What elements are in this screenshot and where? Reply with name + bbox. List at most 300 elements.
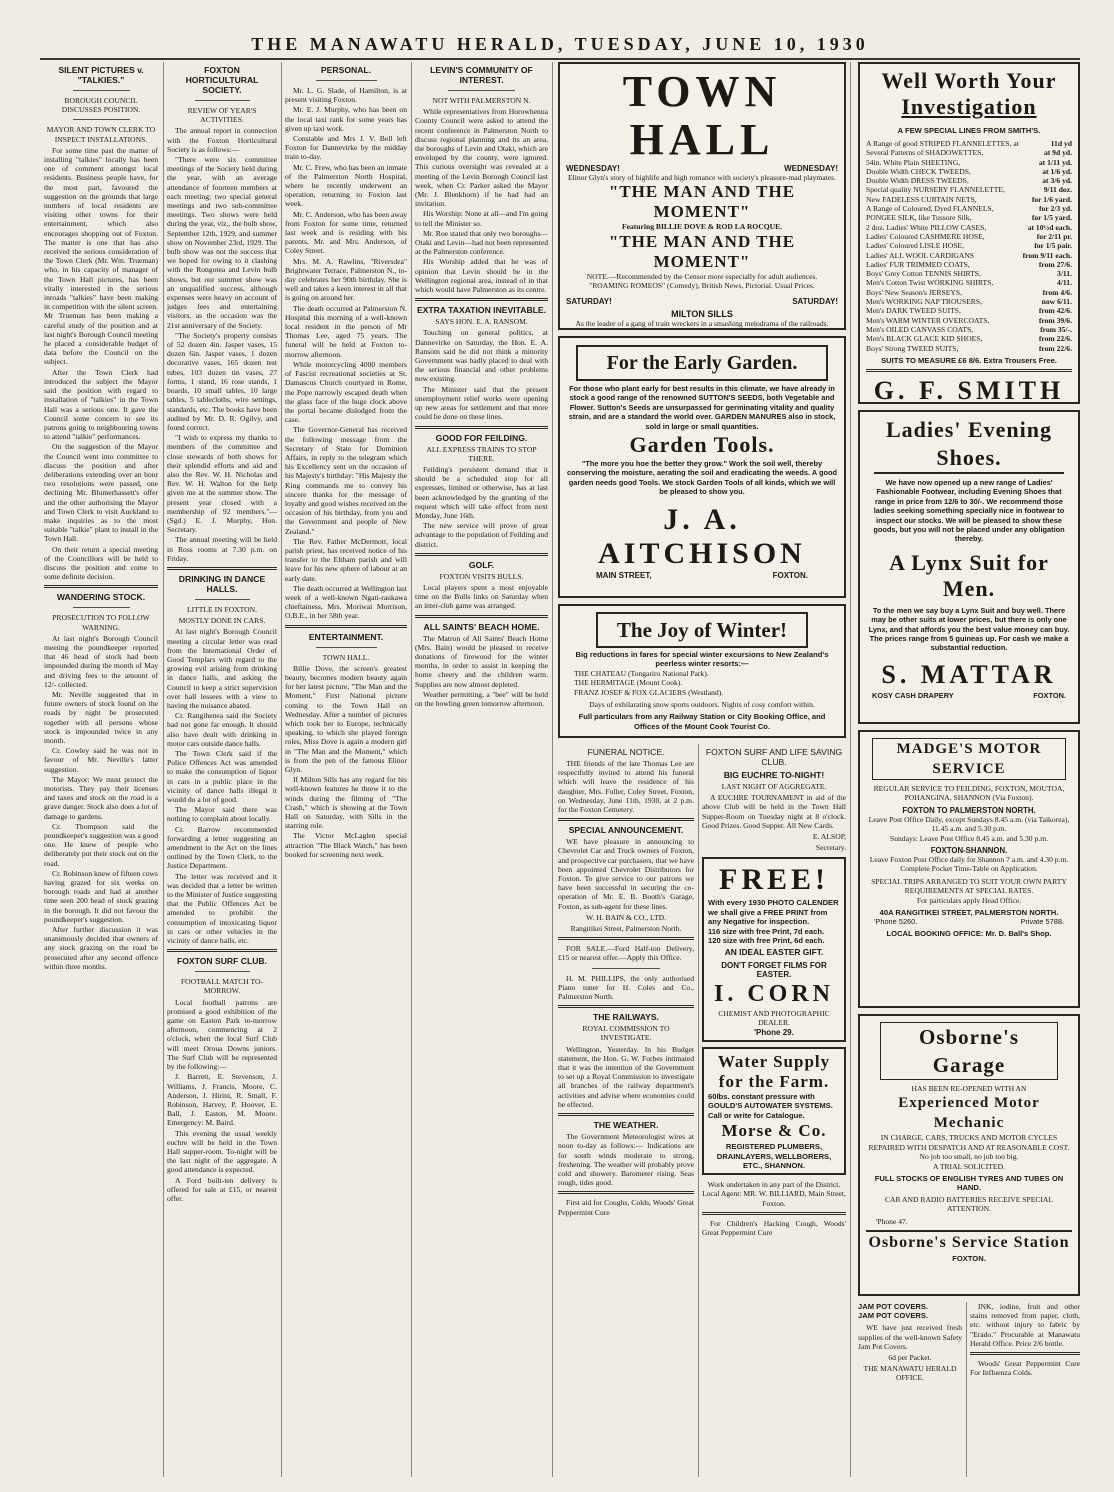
notices-column-right [702, 744, 846, 1477]
price-list-item: Men's DARK TWEED SUITS, [866, 306, 961, 316]
headline-personal: PERSONAL. [320, 65, 372, 75]
madge-timetable: Sundays: Leave Post Office 8.45 a.m. and 5.30 p.m. [889, 833, 1049, 843]
price-list-price: 3/11. [1057, 269, 1072, 279]
article-paragraph: Cr. Robinson knew of fifteen cows having grazed for six weeks on borough roads and had at another time seen 200 head of stock grazing in the borough. It did not favour the poundkeeper's suggestion. [44, 868, 158, 924]
headline-surf-club: FOXTON SURF CLUB. [176, 956, 268, 967]
water-agent: Local Agent: MR. W. BILLIARD, Main Street, Foxton. [702, 1189, 846, 1208]
surf-club-notice-title: FOXTON SURF AND LIFE SAVING CLUB. [705, 747, 843, 767]
article-paragraph: If Milton Sills has any regard for his well-known features he threw it to the winds during the filming of "The Crash," which is showing at the Town Hall on Saturday, with Sills in the starring role. [285, 775, 407, 831]
price-list-item: 54in. White Plain SHEETING, [866, 157, 961, 167]
special-announcement-title: SPECIAL ANNOUNCEMENT. [568, 825, 684, 836]
phone-office: 'Phone 5260. [874, 917, 918, 927]
article-paragraph: The Rev. Father McDermott, local parish priest, has received notice of his transfer to the Eltham parish and will leave for his new sphere of labour at an early date. [285, 536, 407, 583]
garden-body: For those who plant early for best results in this climate, we have already in stock a good range of the renowned SUTTON'S SEEDS, both Vegetable and Flower. Sutton's Seeds are unsurpassed for germinating vitality and quality strain, and are a standard the world over. GARDEN MANURES also in stock, sold in large or small quantities. [568, 384, 836, 431]
garden-ad [558, 336, 846, 598]
evening-shoes-body: We have now opened up a new range of Ladies' Fashionable Footwear, including Evening Shoes that range in price from 12/6 to 30/-. We recommend those ladies seeking something specially nice in footwear to inspect our stocks. We will be pleased to show these goods, but you will not be placed under any obligation thereby. [873, 478, 1065, 544]
column-rule [698, 744, 699, 1477]
resort-item: FRANZ JOSEF & FOX GLACIERS (Westland). [574, 687, 724, 697]
price-list-price: for 1/6 yard. [1031, 194, 1072, 204]
notices-column [558, 744, 694, 1477]
film-blurb: As the leader of a gang of train wreckers in a smashing melodrama of the railroads. [575, 318, 829, 328]
price-list-price: at 3/6 yd. [1042, 176, 1072, 186]
article-paragraph: Mr. Neville suggested that in future owners of stock found on the roads by night be prosecuted together with all persons whose stock is impounded twice in any month. [44, 689, 158, 745]
article-paragraph: Billie Dove, the screen's greatest beauty, becomes modern beauty again for her latest picture, "The Man and the Moment," First National picture coming to the Town Hall on Wednesday. After a number of pictures which took her to Europe, technically speaking, to which she played foreign roles, Miss Dove is again a modern girl in "The Man and the Moment," which is from the pen of the famous Elinor Glyn. [285, 663, 407, 775]
subhead: REVIEW OF YEAR'S ACTIVITIES. [187, 106, 257, 125]
smith-ad [858, 62, 1080, 404]
article-paragraph: Local players spent a most enjoyable time on the Bulls links on Saturday when an inter-club game was arranged. [415, 582, 548, 611]
section-rule [558, 1191, 694, 1194]
price-list-row [866, 251, 1072, 260]
article-paragraph: The Matron of All Saints' Beach Home (Mrs. Bain) would be pleased to receive donations of firewood for the winter months, in order to assist in keeping the home cheery and the children warm. Supplies are now almost depleted. [415, 633, 548, 689]
price-list-item: Several Patterns of SHADOWETTES, [866, 148, 984, 158]
divider [195, 100, 250, 101]
article-paragraph: The Town Clerk said if the Police Offences Act was amended to make the consumption of liquor in cars in a public place in the vicinity of dance halls illegal it would do a lot of good. [167, 749, 277, 805]
article-paragraph: Weather permitting, a "bee" will be held on the bowling green tomorrow afternoon. [415, 689, 548, 708]
article-paragraph: The Governor-General has received the following message from the Secretary of State for Dominion Affairs, in reply to the telegram which his Excellency sent on the occasion of his Majesty's birthday: "His Majesty the King commands me to convey his sincere thanks for the message of loyalty and good wishes received on the occasion of his birthday, from you and the Government and people of New Zealand." [285, 425, 407, 536]
section-rule [970, 1352, 1080, 1355]
price-list-item: Boys' Strong TWEED SUITS, [866, 343, 959, 353]
water-body: 60lbs. constant pressure with GOULD'S AUTOWATER SYSTEMS. [708, 1092, 833, 1111]
article-paragraph: The Victor McLaglen special attraction "The Black Watch," has been booked for screening next week. [285, 831, 407, 859]
price-list-price: from 9/11 each. [1022, 250, 1072, 260]
article-paragraph: The Mayor said there was nothing to complain about locally. [167, 805, 277, 824]
price-list-price: 11d yd [1050, 139, 1072, 148]
section-rule [285, 625, 407, 628]
article-paragraph: For some time past the matter of installing "talkies" locally has been one of comment amongst local residents. Business people have, for the most part, favoured the suggestion on the grounds that large numbers of local residents are visiting other towns for their entertainment, which also encourages shopping out of Foxton. The matter is one that has also received the serious consideration of the Town Clerk (Mr. Wm. Trueman) who, in his capacity of manager of the Town Hall pictures, has been vitally interested in the serious inroads "talkies" have been making in competition with the silent screen. Mr Trueman has been making a careful study of the position and at last night's Borough Council meeting he placed a considerable budget of data before the Council on the subject. [44, 145, 158, 367]
article-paragraph: The Mayor: We must protect the motorists. They pay their licenses and taxes and stock on the road is a grave danger. Stock also does a lot of damage to gardens. [44, 774, 158, 821]
weather-body: The Government Meteorologist wires at noon to-day as follows:— Indications are for south winds moderate to strong, freshening. The weather will probably prove cold and showery. Barometer rising. Seas rough, tides good. [558, 1132, 694, 1188]
film-featuring: Featuring BILLIE DOVE & ROD LA ROCQUE. [621, 222, 783, 232]
madge-route-heading: FOXTON-SHANNON. [930, 846, 1008, 856]
article-paragraph: "The Society's property consists of 52 dozen 4in. Jasper vases, 15 dozen 6in. Jasper vases, 1 dozen decorative vases, 165 dozen test tubes, 103 dozen tin vases, 27 forms, 1 stand, 16 rose stands, 1 boards, 10 small tables, 10 large tables, 5 tablecloths, wire settings, standards, etc. The books have been audited by Mr. D. R. Ogilvy, and found correct. [167, 330, 277, 432]
section-rule [558, 1005, 694, 1008]
evening-shoes-title: Ladies' Evening Shoes. [874, 416, 1064, 474]
jam-pot-body: WE have just received fresh supplies of the well-known Safety Jam Pot Covers. [858, 1323, 962, 1351]
price-list-price: for 1/5 pair. [1034, 241, 1072, 251]
article-paragraph: J. Barrett, E. Stevenson, J. Williams, J. Francis, Moore, C. Anderson, J. Hirini, R. Small, F. Robinson, Harvey, P. Hoover, E. Ball, J. Easton, M. Moore. Emergency: M. Baird. [167, 1072, 277, 1128]
divider [73, 119, 130, 120]
section-rule [415, 426, 548, 429]
price-list-price: at 1/11 yd. [1038, 157, 1072, 167]
article-paragraph: Mr. C. Anderson, who has been away from Foxton for some time, returned last week and is residing with his parents, Mr. and Mrs. Anderson, of Coley Street. [285, 209, 407, 256]
day-label: SATURDAY! [566, 296, 612, 306]
resort-item: THE HERMITAGE (Mount Cook). [574, 678, 683, 688]
water-call: Call or write for Catalogue. [708, 1110, 805, 1120]
price-list-price: at 10½d each. [1027, 222, 1072, 232]
madge-timetable: Leave Foxton Post Office daily for Shannon 7 a.m. and 4.30 p.m. [869, 855, 1069, 865]
article-paragraph: On the suggestion of the Mayor the Council went into committee to discuss the position and after deliberations extending over an hour two resolutions were passed, one declining Mr. Blumerhassett's offer and the other authorising the Mayor and Town Clerk to visit Auckland to make inquiries as to the most suitable "talkie" plant to install in the Town Hall. [44, 442, 158, 544]
price-list-row [866, 139, 1072, 148]
divider [73, 90, 130, 91]
wednesday-row [566, 164, 838, 173]
headline-golf: GOLF. [468, 559, 495, 570]
subhead: SAYS HON. E. A. RANSOM. [435, 317, 528, 327]
day-label: WEDNESDAY! [784, 164, 838, 173]
column-rule [163, 62, 164, 1477]
price-list-item: Men's Cotton Twist WORKING SHIRTS, [866, 278, 994, 288]
subhead: FOXTON VISITS BULLS. [439, 571, 524, 581]
price-list-item: Ladies' FUR TRIMMED COATS, [866, 259, 970, 269]
article-paragraph: "I wish to express my thanks to members of the committee and close stewards of both shows for their splendid efforts and aid and also the Rev. W. H. Nicholas and Rev. W. H. Walton for the help given me at the summer show. The present year closed with a membership of 92 members."—(Sgd.) E. J. Murphy, Hon. Secretary. [167, 433, 277, 535]
day-label: SATURDAY! [792, 296, 838, 306]
price-list-row [866, 306, 1072, 315]
film-star: MILTON SILLS [671, 308, 733, 319]
article-paragraph: While representatives from Horowhenua County Council were asked to attend the recent conference in Palmerston North to discuss regional planning and its an area, the boroughs of Levin and Otaki, which are enveloped by the county, were ignored. This curious oversight was revealed at a meeting of the Levin Borough Council last week, when Cr. Parker asked the Mayor (Mr. J. Blenkhorn) if he had had an invitation. [415, 107, 548, 209]
cough-cure-ad: For Children's Hacking Cough, Woods' Great Peppermint Cure [702, 1219, 846, 1238]
price-list-item: PONGEE SILK, like Tussore Silk, [866, 213, 972, 223]
headline-feilding: GOOD FOR FEILDING. [435, 432, 528, 443]
free-print-ad [702, 857, 846, 1042]
address-street: MAIN STREET, [596, 570, 652, 580]
euchre-body: A EUCHRE TOURNAMENT in aid of the above Club will be held in the Town Hall Supper-Room on Tuesday night at 8 o'clock. Good Prizes. Good Supper. All New Cards. [702, 793, 846, 830]
article-paragraph: "There were six committee meetings of the Society held during the year, with an average attendance of fourteen members at each meeting; two special general meetings and two sub-committee meetings. Two shows were held during the year, viz., the bulb show, September 12th, 1929, and summer show on November 23rd, 1929. The bulb show was not the success that we hoped for owing to it clashing with the Rongotea and Levin bulb shows, but our summer show was an unqualified success, although expenses were heavy on account of judges fees and entertaining visitors, as the occasion was the 21st anniversary of the Society. [167, 155, 277, 330]
section-rule [167, 567, 277, 570]
article-paragraph: While motorcycling 4000 members of Fascist recreational societies at St. Damascus Church courtyard in Rome, the Pope narrowly escaped death when the glass face of the huge clock above the portal became dislodged from the case. [285, 359, 407, 425]
smith-price-list [866, 139, 1072, 353]
price-list-price: 9/11 doz. [1043, 185, 1072, 195]
madge-timetable: Leave Post Office Daily, except Sundays 8.45 a.m. (via Taikorea), 11.45 a.m. and 5.30 p.m. [868, 814, 1070, 834]
column-2 [167, 62, 277, 1477]
article-paragraph: His Worship: None at all—and I'm going to tell the Minister so. [415, 209, 548, 228]
euchre-subhead: LAST NIGHT OF AGGREGATE. [721, 782, 827, 791]
jam-pot-ad [858, 1302, 962, 1477]
water-work: Work undertaken in any part of the District. [707, 1179, 841, 1189]
article-paragraph: Cr. Rangihenea said the Society had not gone far enough. It should also have dealt with drinking in motor cars outside dance halls. [167, 711, 277, 748]
price-list-item: Men's WORKING NAP TROUSERS, [866, 297, 982, 307]
osborne-ad [858, 1014, 1080, 1296]
price-list-row [866, 334, 1072, 343]
price-list-item: Boys' New Season's JERSEYS, [866, 287, 962, 297]
jam-pot-price: 6d per Packet. [888, 1353, 932, 1363]
madge-timetable: Complete Pocket Time-Table on Application. [900, 864, 1038, 874]
smith-title-line2: Investigation [901, 94, 1037, 119]
garden-tools-title: Garden Tools. [629, 432, 775, 458]
subhead: FOOTBALL MATCH TO-MORROW. [180, 977, 264, 996]
headline-silent-pictures: SILENT PICTURES v. "TALKIES." [58, 65, 144, 85]
column-3 [285, 62, 407, 1477]
section-rule [558, 937, 694, 940]
osborne-radio: CAR AND RADIO BATTERIES RECEIVE SPECIAL ATTENTION. [884, 1195, 1054, 1214]
divider [592, 968, 660, 969]
price-list-price: from 27/6. [1038, 259, 1072, 269]
price-list-row [866, 316, 1072, 325]
free-title: FREE! [719, 863, 829, 897]
special-announcement-signature: W. H. BAIN & CO., LTD. [585, 912, 667, 922]
price-list-row [866, 269, 1072, 278]
cough-cure-ad: First aid for Coughs, Colds, Woods' Great Peppermint Cure [558, 1198, 694, 1217]
headline-entertainment: ENTERTAINMENT. [308, 631, 384, 642]
winter-days: Days of exhilarating snow sports outdoors. Nights of cosy comfort within. [589, 700, 815, 710]
article-paragraph: The annual report in connection with the Foxton Horticultural Society is as follows:— [167, 126, 277, 154]
smith-intro: A FEW SPECIAL LINES FROM SMITH'S. [897, 126, 1041, 135]
column-rule [411, 62, 412, 1477]
price-list-item: Special quality NURSERY FLANNELETTE, [866, 185, 1005, 195]
price-list-row [866, 288, 1072, 297]
free-price-line: 120 size with free Print, 6d each. [708, 936, 825, 946]
price-list-item: Double Width CHECK TWEEDS, [866, 166, 971, 176]
column-4 [415, 62, 548, 1477]
supporting-programme: "ROAMING ROMEOS" (Comedy), British News, Pictorial. Usual Prices. [589, 281, 815, 291]
price-list-price: at 1/6 yd. [1042, 166, 1072, 176]
price-list-row [866, 325, 1072, 334]
corn-name: I. CORN [713, 981, 834, 1008]
section-rule [415, 553, 548, 556]
article-paragraph: Feilding's persistent demand that it should be a scheduled stop for all expresses, limited or otherwise, has at last been acknowledged by the granting of the request which will take effect from next Monday, June 16th. [415, 464, 548, 520]
section-rule [415, 298, 548, 301]
price-list-row [866, 213, 1072, 222]
price-list-price: for 1/5 yard. [1031, 213, 1072, 223]
price-list-row [866, 204, 1072, 213]
headline-horticultural: FOXTON HORTICULTURAL SOCIETY. [185, 65, 259, 95]
price-list-row [866, 232, 1072, 241]
article-paragraph: The letter was received and it was decided that a letter be written to the Minister of Justice suggesting that the Public Offences Act be amended to prohibit the consumption of intoxicating liquor in cars or other vehicles in the vicinity of dance halls, etc. [167, 871, 277, 946]
article-paragraph: Local football patrons are promised a good exhibition of the game on Easton Park to-morrow afternoon, commencing at 2 o'clock, when the local Surf Club will meet Oroua Downs juniors. The Surf Club will be represented by the following:— [167, 997, 277, 1072]
article-paragraph: After the Town Clerk had introduced the subject the Mayor said the position with regard to installation of "talkies" in the Town Hall was a serious one. It gave the Council some concern to see its patrons going to neighbouring towns to attend "talkie" performances. [44, 367, 158, 442]
funeral-notice-body: THE friends of the late Thomas Lee are respectfully invited to attend his funeral which will leave the residence of his daughter, Mrs. Fuller, Coley Street, Foxton, on Wednesday, June 11th, 1930, at 2 p.m. for the Foxton Cemetery. [558, 759, 694, 815]
subhead: LITTLE IN FOXTON. [186, 604, 258, 614]
section-rule [44, 585, 158, 588]
price-list-row [866, 278, 1072, 287]
address-town: FOXTON. [772, 570, 808, 580]
mattar-town: FOXTON. [1033, 690, 1066, 700]
price-list-price: for 2/3 yd. [1039, 204, 1072, 214]
column-rule [966, 1302, 967, 1477]
column-rule [281, 62, 282, 1477]
article-paragraph: This evening the usual weekly euchre will be held in the Town Hall supper-room. To-night will be the last night of the aggregate. A good attendance is expected. [167, 1128, 277, 1175]
garden-title: For the Early Garden. [576, 345, 828, 381]
ink-ad [970, 1302, 1080, 1477]
article-paragraph: The annual meeting will be held in Ross rooms at 7.30 p.m. on Friday. [167, 535, 277, 563]
price-list-row [866, 185, 1072, 194]
price-list-item: Ladies' ALL WOOL CARDIGANS [866, 250, 975, 260]
article-paragraph: A Ford built-ten delivery is offered for sale at £15, or nearest offer. [167, 1175, 277, 1203]
price-list-price: from 22/6. [1038, 343, 1072, 353]
jam-pot-office: THE MANAWATU HERALD OFFICE. [863, 1364, 957, 1383]
smith-suits: SUITS TO MEASURE £6 8/6. Extra Trousers Free. [881, 355, 1057, 365]
price-list-item: Ladies' Coloured LISLE HOSE, [866, 241, 964, 251]
osborne-phone: 'Phone 47. [876, 1216, 908, 1226]
special-announcement-body: WE have pleasure in announcing to Chevrolet Car and Truck owners of Foxton, and prospective car purchasers, that we have been appointed Chevrolet Distributors for Foxton. To give service to our patrons we have been successful in securing the co-operation of Mr. E. B. Booth's Garage, Foxton, as sub-agent for these lines. [558, 837, 694, 911]
price-list-item: Double Width DRESS TWEEDS, [866, 176, 969, 186]
jam-pot-heading: JAM POT COVERS. [858, 1302, 929, 1311]
price-list-row [866, 344, 1072, 353]
osborne-place: FOXTON. [952, 1254, 986, 1264]
classified-ad: H. M. PHILLIPS, the only authorised Piano tuner for H. Coles and Co., Palmerston North. [558, 973, 694, 1002]
winter-title: The Joy of Winter! [596, 612, 808, 648]
article-paragraph: The Minister said that the present unemployment relief works were opening up new areas for settlement and that more could be done on these lines. [415, 384, 548, 422]
ink-body: INK, iodine, fruit and other stains removed from paper, cloth, etc. without injury to fabric by "Erado." Procurable at Manawatu Herald Office. Price 2/6 bottle. [970, 1302, 1080, 1348]
price-list-row [866, 195, 1072, 204]
headline-drinking: DRINKING IN DANCE HALLS. [178, 573, 266, 594]
article-paragraph: The new service will prove of great advantage to the population of Feilding and district. [415, 521, 548, 549]
divider [195, 599, 250, 600]
madge-booking: LOCAL BOOKING OFFICE: Mr. D. Ball's Shop. [886, 929, 1052, 939]
price-list-row [866, 167, 1072, 176]
divider [316, 647, 377, 648]
article-paragraph: At last night's Borough Council meeting a circular letter was read from the International Order of Good Templars with regard to the growing evil arising from drinking in dance halls, and asking the Council to keep a strict supervision over hall lessees with a view to having the nuisance abated. [167, 627, 277, 710]
madge-route-heading: FOXTON TO PALMERSTON NORTH. [902, 805, 1036, 815]
phone-private: Private 5788. [1020, 917, 1064, 927]
madge-party: SPECIAL TRIPS ARRANGED TO SUIT YOUR OWN PARTY REQUIREMENTS AT SPECIAL RATES. [871, 876, 1067, 896]
garden-tools-body: "The more you hoe the better they grow." Work the soil well, thereby conserving the moisture, aerating the soil and eradicating the weeds. A good garden needs good Tools. We stock Garden Tools of all kinds, which we will be pleased to show you. [566, 459, 838, 497]
article-paragraph: Cr. Thompson said the poundkeeper's suggestion was a good one. He knew of people who deliberately put their stock out on the road. [44, 821, 158, 868]
article-paragraph: Cr. Cowley said he was not in favour of Mr. Neville's latter suggestion. [44, 746, 158, 774]
column-rule [850, 62, 851, 1477]
headline-taxation: EXTRA TAXATION INEVITABLE. [416, 305, 547, 316]
article-paragraph: On their return a special meeting of the Councillors will be held to discuss the position and come to some definite decision. [44, 544, 158, 582]
osborne-stocks: FULL STOCKS OF ENGLISH TYRES AND TUBES ON HAND. [874, 1174, 1064, 1193]
price-list-item: Men's BLACK GLACE KID SHOES, [866, 334, 983, 344]
aitchison-address [566, 571, 838, 580]
water-supply-ad [702, 1047, 846, 1175]
water-title: Water Supply for the Farm. [717, 1052, 831, 1092]
section-rule [702, 1212, 846, 1215]
price-list-price: from 42/6. [1038, 306, 1072, 316]
price-list-item: 2 doz. Ladies' White PILLOW CASES, [866, 222, 987, 232]
price-list-item: Men's WARM WINTER OVERCOATS, [866, 315, 990, 325]
railways-body: Wellington, Yesterday. In his Budget statement, the Hon. G. W. Forbes intimated that it was the intention of the Government to set up a Royal Commission to investigate all branches of the railway department's activities and advise where economies could be effected. [558, 1044, 694, 1109]
price-list-item: Men's OILED CANVASS COATS, [866, 324, 974, 334]
mattar-footer [866, 691, 1072, 700]
weather-title: THE WEATHER. [593, 1120, 659, 1131]
funeral-notice-title: FUNERAL NOTICE. [587, 747, 665, 757]
article-paragraph: Mr. Roe stated that only two boroughs—Otaki and Levin—had not been represented at the Palmerston conference. [415, 228, 548, 257]
article-paragraph: After further discussion it was unanimously decided that owners of any stock grazing on the road be prosecuted after any second offence within three months. [44, 925, 158, 971]
mattar-name: S. MATTAR [881, 659, 1057, 689]
censor-note: NOTE.—Recommended by the Censor more especially for adult audiences. [586, 271, 818, 281]
article-paragraph: At last night's Borough Council meeting the poundkeeper reported that 46 head of stock had been impounded during the month of May and driving fees to the amount of 12/- collected. [44, 633, 158, 689]
divider [448, 90, 515, 91]
day-label: WEDNESDAY! [566, 164, 620, 173]
article-paragraph: Touching on general politics, at Dannevirke on Saturday, the Hon. E. A. Ransom said he did not think a minority Government was badly placed to deal with the serious financial and other problems now existing. [415, 328, 548, 384]
price-list-item: Boys' Grey Cotton TENNIS SHIRTS, [866, 269, 981, 279]
divider [195, 971, 250, 972]
price-list-row [866, 297, 1072, 306]
morse-trade: REGISTERED PLUMBERS, DRAINLAYERS, WELLBORERS, ETC., SHANNON. [716, 1142, 832, 1170]
free-gift: AN IDEAL EASTER GIFT. [724, 947, 824, 958]
price-list-price: 4/11. [1057, 278, 1072, 288]
price-list-row [866, 223, 1072, 232]
town-hall-title: TOWN HALL [622, 67, 782, 164]
saturday-row [566, 297, 838, 306]
article-paragraph: The death occurred at Palmerston N. Hospital this morning of a well-known local resident in the person of Mr Thomas Lee, aged 75 years. The funeral will be held at Foxton to-morrow afternoon. [285, 303, 407, 359]
smith-title-line1: Well Worth Your [881, 68, 1057, 93]
madge-title: MADGE'S MOTOR SERVICE [872, 738, 1066, 780]
smith-name: G. F. SMITH [873, 375, 1065, 404]
column-1 [44, 62, 158, 1477]
section-rule [558, 818, 694, 821]
subhead: PROSECUTION TO FOLLOW WARNING. [52, 613, 150, 632]
price-list-row [866, 176, 1072, 185]
winter-body: Big reductions in fares for special winter excursions to New Zealand's peerless winter resorts:— [575, 650, 829, 669]
subhead: NOT WITH PALMERSTON N. [432, 96, 531, 105]
euchre-signature-title: Secretary. [815, 843, 846, 853]
headline-wandering-stock: WANDERING STOCK. [56, 592, 146, 603]
price-list-price: from 35/-. [1040, 324, 1072, 334]
osborne-body: IN CHARGE. CARS, TRUCKS AND MOTOR CYCLES REPAIRED WITH DESPATCH AND AT REASONABLE COST. [868, 1133, 1070, 1152]
price-list-price: from 4/6. [1042, 287, 1072, 297]
price-list-price: from 39/6. [1038, 315, 1072, 325]
jam-pot-heading: JAM POT COVERS. [858, 1311, 929, 1321]
mattar-store: KOSY CASH DRAPERY [872, 690, 954, 700]
winter-footer: Full particulars from any Railway Station or City Booking Office, and Offices of the Mount Cook Tourist Co. [578, 712, 826, 731]
price-list-price: now 6/11. [1041, 297, 1072, 307]
article-paragraph: Mr. C. Frew, who has been an inmate of the Palmerston North Hospital, where he recently underwent an operation, returning to Foxton last week. [285, 162, 407, 209]
madge-particulars: For particulars apply Head Office. [916, 895, 1022, 905]
subhead: TOWN HALL. [322, 652, 370, 662]
euchre-headline: BIG EUCHRE TO-NIGHT! [723, 770, 825, 780]
aitchison-name: J. A. AITCHISON [598, 502, 806, 570]
subhead: BOROUGH COUNCIL DISCUSSES POSITION. [61, 96, 141, 115]
price-list-item: New FADELESS CURTAIN NETS, [866, 194, 977, 204]
price-list-item: A Range of Coloured, Dyed FLANNELS, [866, 204, 994, 214]
osborne-mechanic: Experienced Motor Mechanic [898, 1095, 1040, 1132]
section-rule [866, 369, 1072, 372]
euchre-signature: E. ALSOP, [812, 832, 846, 842]
film-title [566, 328, 838, 330]
free-price-line: 116 size with free Print, 7d each. [708, 926, 825, 936]
masthead-rule [40, 58, 1080, 60]
article-paragraph: His Worship added that he was of opinion that Levin should be in the Wellington regional area, instead of in that which would have Palmerston as its centre. [415, 257, 548, 295]
price-list-row [866, 158, 1072, 167]
price-list-row [866, 260, 1072, 269]
free-body: With every 1930 PHOTO CALENDER we shall give a FREE PRINT from any Negative for inspection. [708, 898, 839, 927]
film-title: "THE MAN AND THE MOMENT" [608, 231, 796, 271]
railways-subhead: ROYAL COMMISSION TO INVESTIGATE. [582, 1024, 670, 1043]
free-films: DON'T FORGET FILMS FOR EASTER. [721, 960, 827, 979]
section-rule [415, 615, 548, 618]
price-list-price: at 9d yd. [1043, 148, 1072, 158]
subhead: ALL EXPRESS TRAINS TO STOP THERE. [426, 444, 537, 463]
price-list-price: for 2/11 pr. [1036, 231, 1072, 241]
article-paragraph: Constable and Mrs J. V. Bell left Foxton for Dannevirke by the midday train to-day. [285, 134, 407, 162]
madge-body: REGULAR SERVICE TO FEILDING, FOXTON, MOUTOA, POHANGINA, SHANNON (Via Foxton). [873, 784, 1065, 803]
price-list-price: from 22/6. [1038, 334, 1072, 344]
special-announcement-address: Rangitikei Street, Palmerston North. [570, 924, 682, 934]
osborne-title: Osborne's Garage [880, 1022, 1058, 1080]
resort-item: THE CHATEAU (Tongariro National Park). [574, 668, 709, 678]
article-paragraph: Mr. E. J. Murphy, who has been on the local taxi rank for some years has given up taxi work. [285, 105, 407, 133]
section-rule [167, 949, 277, 952]
price-list-row [866, 148, 1072, 157]
subhead: MAYOR AND TOWN CLERK TO INSPECT INSTALLATIONS. [46, 125, 156, 144]
morse-name: Morse & Co. [721, 1121, 827, 1141]
divider [73, 607, 130, 608]
divider [316, 80, 377, 81]
price-list-item: Ladies' Coloured CASHMERE HOSE, [866, 231, 985, 241]
corn-phone: 'Phone 29. [754, 1027, 794, 1037]
railways-title: THE RAILWAYS. [592, 1012, 660, 1023]
classified-ad: FOR SALE.—Ford Half-ton Delivery, £15 or nearest offer.—Apply this Office. [558, 944, 694, 963]
winter-ad [558, 604, 846, 738]
price-list-row [866, 241, 1072, 250]
lynx-suit-title: A Lynx Suit for Men. [889, 549, 1049, 601]
article-paragraph: The death occurred at Wellington last week of a well-known Ngati-raukawa chieftainess, Mrs. Moriwai Morrison, O.B.E., in her 58th year. [285, 583, 407, 621]
film-blurb: Elinor Glyn's story of highlife and high romance with society's pleasure-mad playmates. [567, 173, 837, 182]
madge-address: 40A RANGITIKEI STREET, PALMERSTON NORTH. [879, 908, 1059, 918]
osborne-trial: A TRIAL SOLICITED. [933, 1161, 1005, 1171]
osborne-service-station: Osborne's Service Station [866, 1230, 1072, 1254]
article-paragraph: Mr. L. G. Slade, of Hamilton, is at present visiting Foxton. [285, 86, 407, 105]
osborne-nojob: No job too small, no job too big. [919, 1152, 1019, 1162]
peppermint-cure-ad: Woods' Great Peppermint Cure For Influenza Colds. [970, 1359, 1080, 1378]
corn-trade: CHEMIST AND PHOTOGRAPHIC DEALER. [718, 1009, 830, 1028]
price-list-item: A Range of good STRIPED FLANNELETTES, at [866, 139, 1019, 148]
mattar-ad [858, 410, 1080, 724]
column-rule [552, 62, 553, 1477]
masthead: THE MANAWATU HERALD, TUESDAY, JUNE 10, 1930 [251, 34, 869, 54]
subhead: MOSTLY DONE IN CARS. [178, 616, 266, 626]
